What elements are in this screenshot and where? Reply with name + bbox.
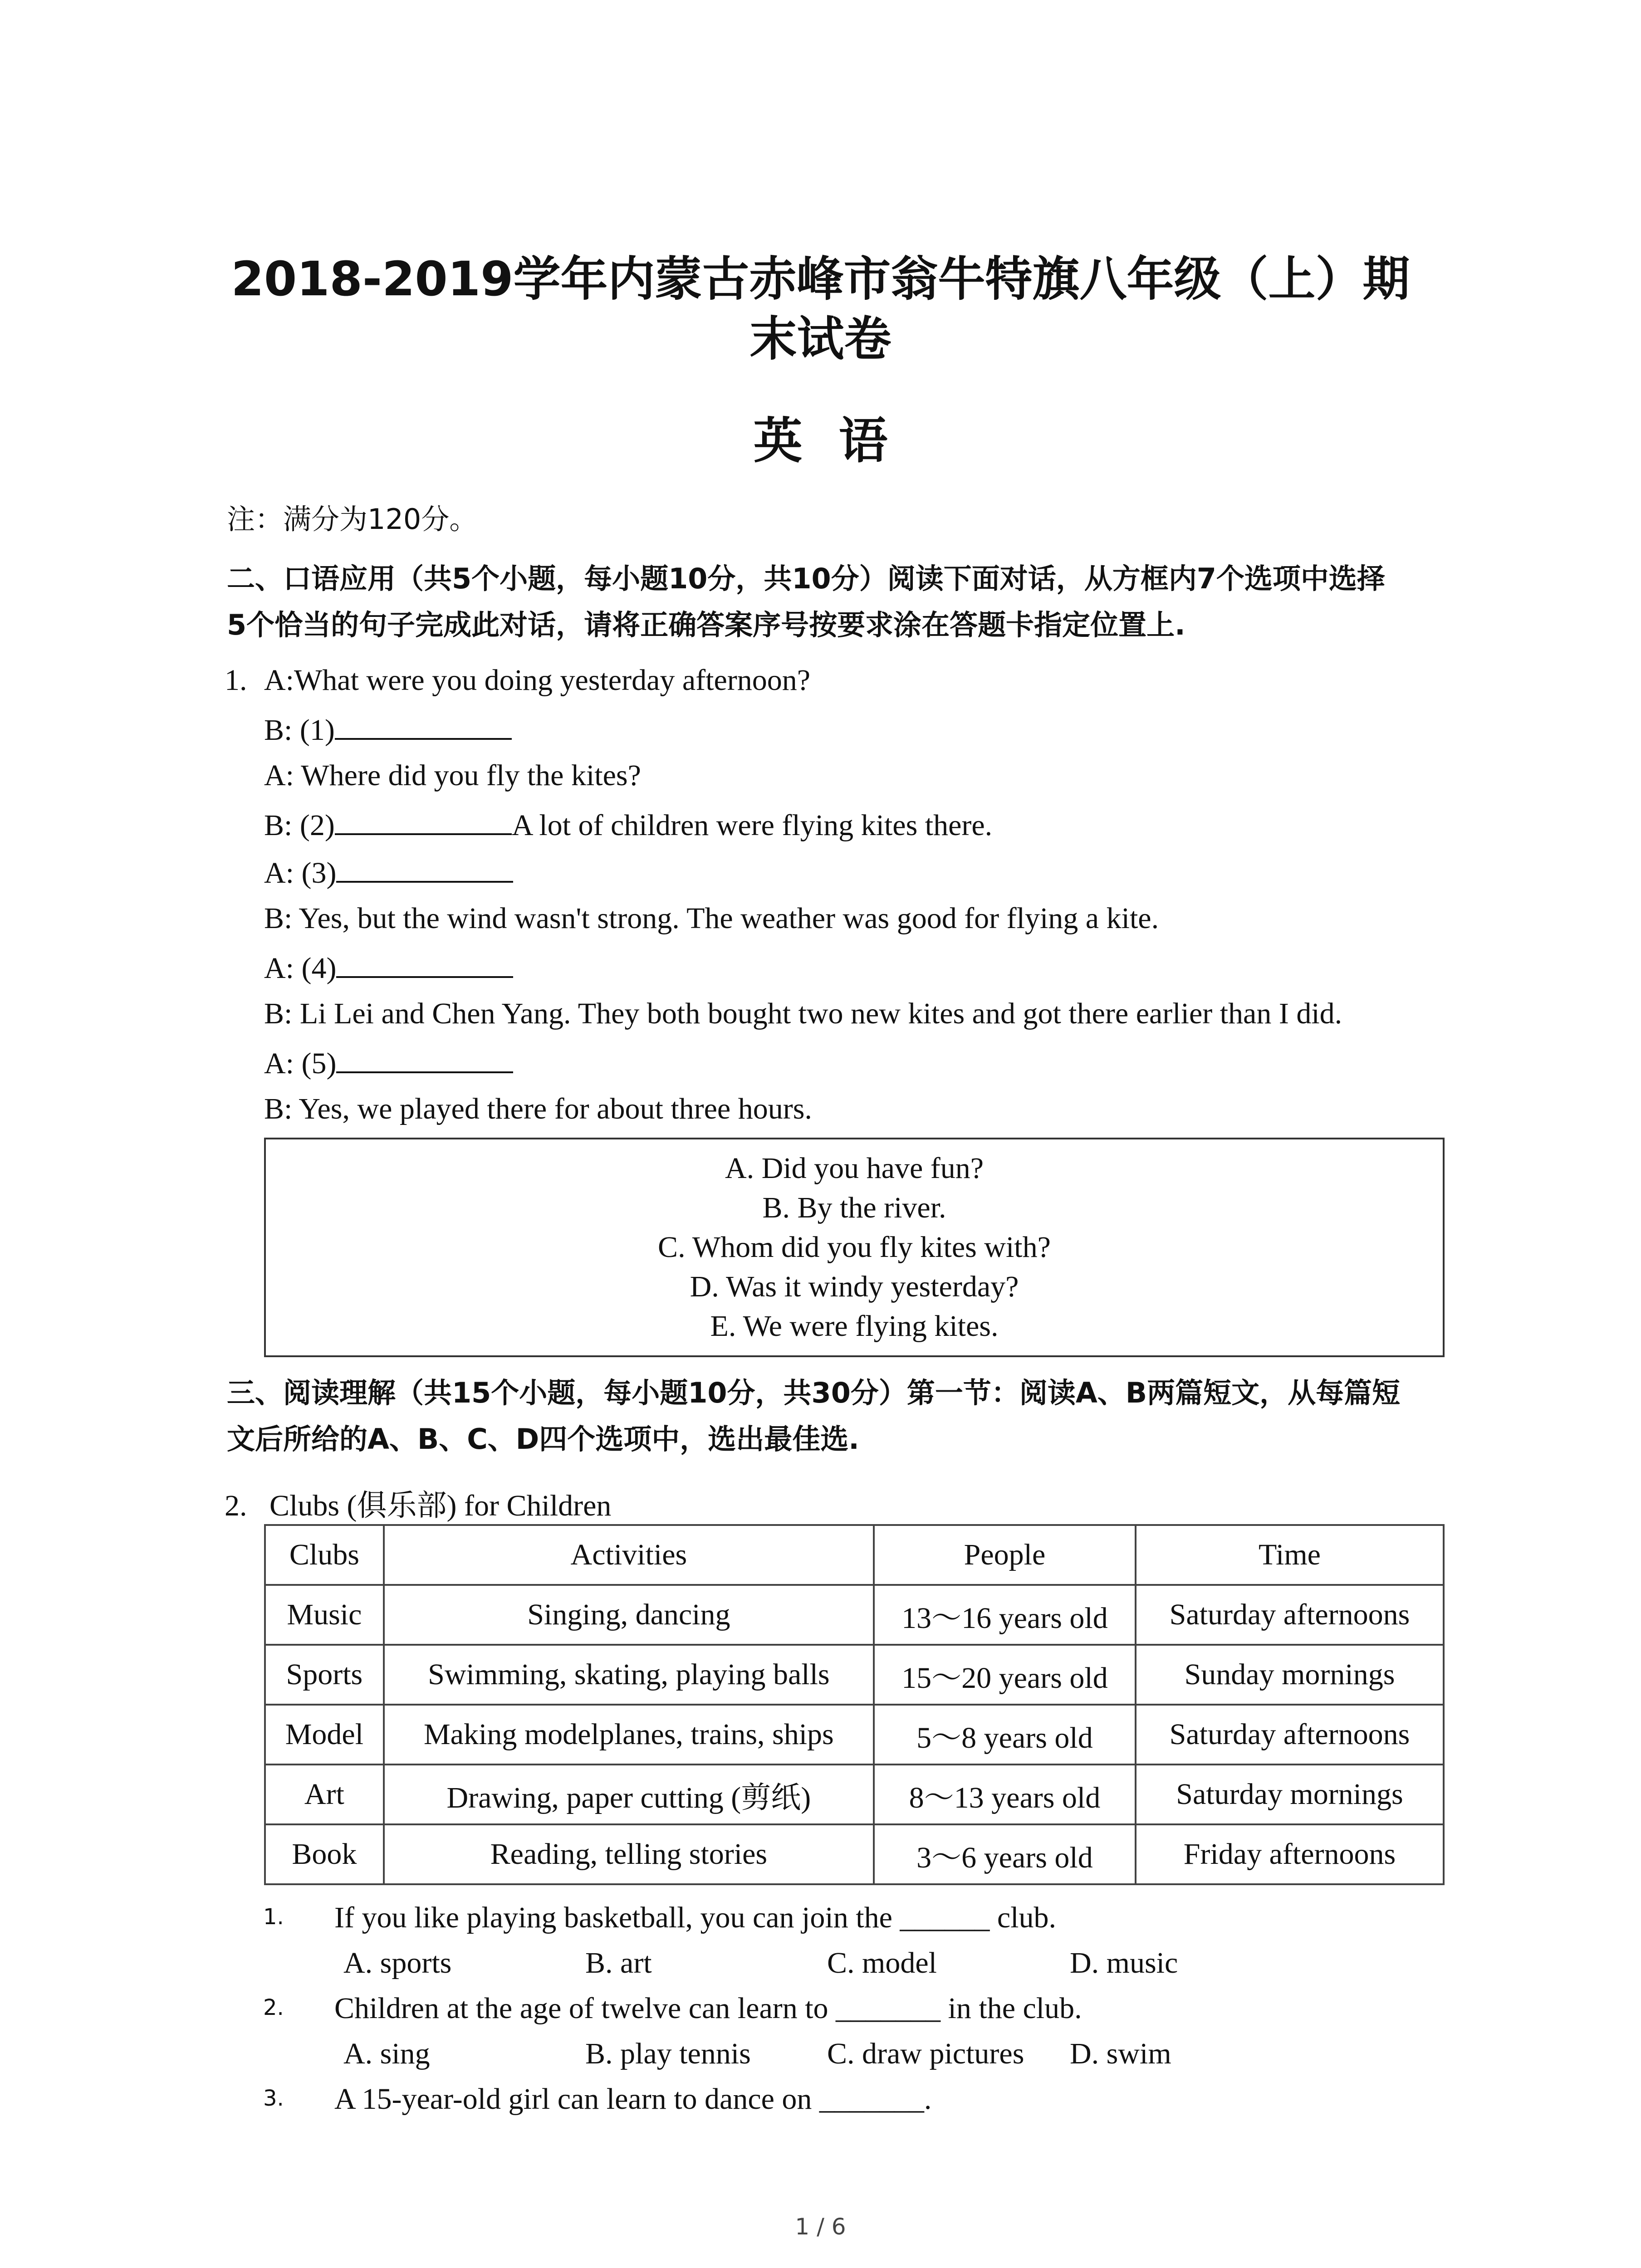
table-row — [265, 1645, 1444, 1705]
dialogue-line: B: Yes, we played there for about three hours. — [264, 1092, 812, 1125]
table-row — [265, 1765, 1444, 1824]
section-2-heading-line2: 5个恰当的句子完成此对话，请将正确答案序号按要求涂在答题卡指定位置上. — [227, 608, 1185, 641]
dialogue-line-text: A: (4) — [264, 952, 337, 985]
dialogue-line — [264, 1043, 513, 1082]
dialogue-line-after: A lot of children were flying kites there. — [511, 809, 993, 842]
score-note: 注：满分为120分。 — [227, 503, 478, 536]
subject-heading: 英语 — [753, 412, 924, 469]
table-cell: Model — [265, 1705, 384, 1765]
table-cell: Book — [265, 1824, 384, 1884]
table-header-row — [265, 1525, 1444, 1585]
table-cell: Saturday afternoons — [1136, 1585, 1444, 1645]
table-cell: 13～16 years old — [874, 1585, 1136, 1645]
table-cell: Sunday mornings — [1136, 1645, 1444, 1705]
table-cell: Swimming, skating, playing balls — [384, 1645, 874, 1705]
table-header-cell: Clubs — [265, 1525, 384, 1585]
table-row — [265, 1585, 1444, 1645]
answer-blank-5[interactable] — [336, 1043, 513, 1073]
subquestion-number: 3. — [263, 2086, 284, 2111]
dialogue-line: B: Yes, but the wind wasn't strong. The weather was good for flying a kite. — [264, 902, 1159, 935]
dialogue-line: A:What were you doing yesterday afternoon? — [264, 664, 811, 697]
choice-option[interactable]: A. sports — [343, 1946, 452, 1980]
answer-blank-2[interactable] — [335, 805, 512, 835]
question-1-number: 1. — [225, 664, 247, 697]
subquestion-text: A 15-year-old girl can learn to dance on _______. — [334, 2082, 932, 2116]
option-item: B. By the river. — [762, 1191, 946, 1224]
choice-option[interactable]: B. play tennis — [585, 2037, 751, 2070]
section-2-heading-line1: 二、口语应用（共5个小题，每小题10分，共10分）阅读下面对话，从方框内7个选项中选择 — [227, 562, 1385, 595]
choice-option[interactable]: C. model — [827, 1946, 937, 1980]
answer-blank-3[interactable] — [336, 853, 513, 883]
section-2-heading — [227, 556, 1452, 648]
subquestion-text: If you like playing basketball, you can join the ______ club. — [334, 1901, 1056, 1934]
table-cell: 5～8 years old — [874, 1705, 1136, 1765]
table-cell: 8～13 years old — [874, 1765, 1136, 1824]
question-2-number: 2. — [225, 1489, 247, 1522]
dialogue-line — [264, 853, 513, 891]
passage-title — [225, 1481, 611, 1524]
table-cell: Singing, dancing — [384, 1585, 874, 1645]
table-header-cell: Activities — [384, 1525, 874, 1585]
table-cell: Drawing, paper cutting (剪纸) — [384, 1765, 874, 1824]
option-item: A. Did you have fun? — [725, 1152, 984, 1185]
table-header-cell: Time — [1136, 1525, 1444, 1585]
dialogue-line — [264, 948, 513, 987]
subquestion-text: Children at the age of twelve can learn to _______ in the club. — [334, 1992, 1082, 2025]
answer-blank-4[interactable] — [336, 948, 513, 978]
table-row — [265, 1705, 1444, 1765]
table-cell: Reading, telling stories — [384, 1824, 874, 1884]
answer-blank-1[interactable] — [335, 710, 512, 740]
section-3-heading — [227, 1370, 1452, 1462]
table-header-cell: People — [874, 1525, 1136, 1585]
dialogue-line: A: Where did you fly the kites? — [264, 759, 641, 792]
table-cell: Saturday afternoons — [1136, 1705, 1444, 1765]
table-cell: Friday afternoons — [1136, 1824, 1444, 1884]
table-cell: Sports — [265, 1645, 384, 1705]
section-3-heading-line1: 三、阅读理解（共15个小题，每小题10分，共30分）第一节：阅读A、B两篇短文，从每篇短 — [227, 1376, 1401, 1409]
table-cell: Saturday mornings — [1136, 1765, 1444, 1824]
page-title-line2: 末试卷 — [749, 311, 892, 367]
dialogue-line: B: Li Lei and Chen Yang. They both bought two new kites and got there earlier than I did. — [264, 997, 1342, 1030]
page-title-line1: 2018-2019学年内蒙古赤峰市翁牛特旗八年级（上）期 — [231, 251, 1410, 307]
dialogue-line-text: A: (5) — [264, 1047, 337, 1080]
choice-option[interactable]: D. music — [1070, 1946, 1178, 1980]
table-cell: 3～6 years old — [874, 1824, 1136, 1884]
table-cell: Art — [265, 1765, 384, 1824]
dialogue-line-text: A: (3) — [264, 856, 337, 890]
passage-title-text: Clubs (俱乐部) for Children — [269, 1489, 612, 1522]
section-3-heading-line2: 文后所给的A、B、C、D四个选项中，选出最佳选. — [227, 1422, 859, 1456]
table-row — [265, 1824, 1444, 1884]
subquestion-number: 1. — [263, 1904, 284, 1930]
page-number: 1 / 6 — [795, 2214, 846, 2240]
clubs-table — [264, 1524, 1445, 1885]
table-cell: Music — [265, 1585, 384, 1645]
table-cell: 15～20 years old — [874, 1645, 1136, 1705]
dialogue-line-text: B: (1) — [264, 714, 335, 747]
choice-option[interactable]: C. draw pictures — [827, 2037, 1024, 2070]
choice-option[interactable]: B. art — [585, 1946, 652, 1980]
options-box — [264, 1138, 1445, 1357]
choice-option[interactable]: A. sing — [343, 2037, 430, 2070]
dialogue-line — [264, 805, 992, 844]
choice-option[interactable]: D. swim — [1070, 2037, 1171, 2070]
option-item: D. Was it windy yesterday? — [690, 1270, 1019, 1303]
option-item: C. Whom did you fly kites with? — [658, 1231, 1051, 1264]
table-cell: Making modelplanes, trains, ships — [384, 1705, 874, 1765]
dialogue-line-text: B: (2) — [264, 809, 335, 842]
dialogue-line — [264, 710, 512, 748]
subquestion-number: 2. — [263, 1995, 284, 2020]
option-item: E. We were flying kites. — [710, 1310, 999, 1343]
